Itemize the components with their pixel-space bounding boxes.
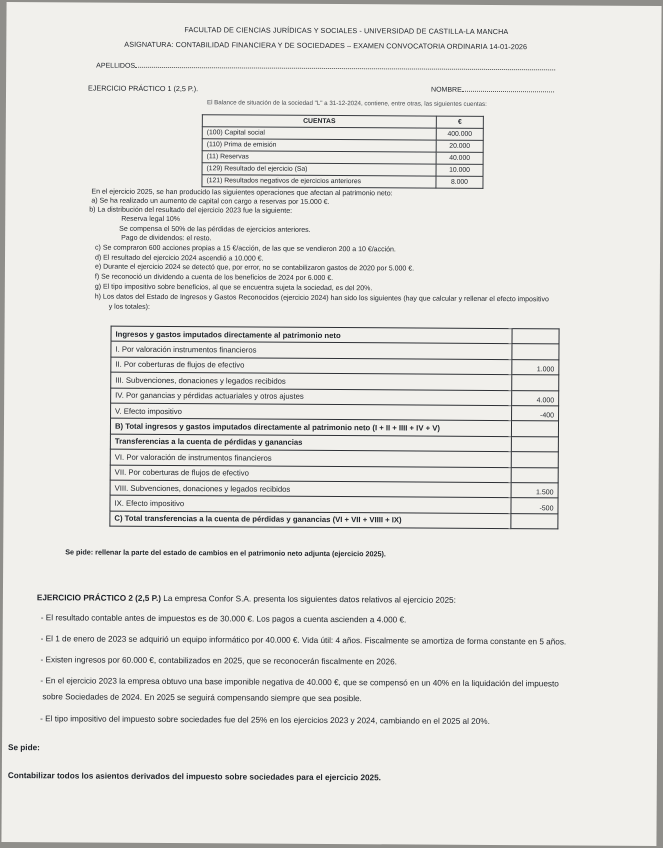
balance-amount: 40.000 (436, 152, 483, 164)
gi-label: V. Efecto impositivo (111, 403, 512, 421)
op-h-cont: y los totales): (108, 303, 150, 311)
balance-table (201, 114, 483, 189)
balance-account: (110) Prima de emisión (202, 139, 436, 152)
gi-value[interactable] (512, 375, 559, 391)
ex2-intro: La empresa Confor S.A. presenta los siguientes datos relativos al ejercicio 2025: (163, 593, 456, 605)
op-b: b) La distribución del resultado del ejercicio 2023 fue la siguiente: (89, 206, 293, 215)
gi-value[interactable]: -400 (512, 406, 559, 422)
ops-intro: En el ejercicio 2025, se han producido las siguientes operaciones que afectan al patrimonio neto: (91, 188, 393, 198)
gi-value[interactable] (512, 344, 559, 360)
gi-label: IV. Por ganancias y pérdidas actuariales y otros ajustes (111, 388, 512, 406)
ex2-item-base-negative-cont: sobre Sociedades de 2024. En 2025 se seguirá compensando siempre que sea posible. (42, 692, 362, 704)
ex1-heading (88, 84, 198, 94)
op-d: d) El resultado del ejercicio 2024 ascendió a 10.000 €. (94, 254, 264, 263)
gi-value[interactable]: -500 (511, 498, 558, 514)
op-b-compensation: Se compensa el 50% de las pérdidas de ejercicios anteriores. (119, 225, 311, 234)
ex2-item-result: - El resultado contable antes de impuestos es de 30.000 €. Los pagos a cuenta ascienden a 4.000 €. (40, 613, 407, 625)
op-b-legal-reserve: Reserva legal 10% (121, 215, 181, 224)
gi-label: B) Total ingresos y gastos imputados directamente al patrimonio neto (I + II + IIII + IV + V) (110, 418, 511, 436)
gi-value[interactable]: 1.000 (512, 359, 559, 375)
balance-amount: 400.000 (436, 128, 483, 140)
ex2-se-pide-label: Se pide: (7, 743, 40, 753)
ingresos-gastos-table (109, 326, 559, 530)
gi-value[interactable]: 1.500 (511, 483, 558, 499)
gi-value[interactable]: 4.000 (512, 390, 559, 406)
ex2-item-base-negative: - En el ejercicio 2023 la empresa obtuvo una base imponible negativa de 40.000 €, que se compensó en un 40% en la liquidación del impuesto (40, 676, 559, 689)
op-g: g) El tipo impositivo sobre beneficios, al que se encuentra sujeta la sociedad, es del 20%. (94, 283, 373, 293)
header-faculty: FACULTAD DE CIENCIAS JURÍDICAS Y SOCIALES - UNIVERSIDAD DE CASTILLA-LA MANCHA (184, 25, 509, 37)
ex2-item-tax-rate: - El tipo impositivo del impuesto sobre sociedades fue del 25% en los ejercicios 2023 y 2024, cambiando en el 2025 al 20%. (40, 714, 490, 726)
balance-header-euro: € (436, 116, 483, 128)
apellidos-blank (135, 67, 555, 71)
op-a: a) Se ha realizado un aumento de capital con cargo a reservas por 15.000 €. (91, 197, 330, 206)
balance-row (202, 175, 483, 189)
gi-label: II. Por coberturas de flujos de efectivo (111, 357, 512, 375)
balance-account: (11) Reservas (202, 151, 436, 164)
gi-row (110, 511, 558, 529)
gi-label: VI. Por valoración de instrumentos financieros (110, 449, 511, 467)
gi-label: III. Subvenciones, donaciones y legados recibidos (111, 372, 512, 390)
gi-value[interactable] (511, 467, 558, 483)
apellidos-label: APELLIDOS (96, 62, 136, 70)
nombre-label: NOMBRE (431, 86, 462, 94)
op-h (95, 294, 549, 304)
gi-label: C) Total transferencias a la cuenta de pérdidas y ganancias (VI + VII + VIIII + IX) (110, 511, 511, 529)
balance-header-cuentas: CUENTAS (202, 115, 436, 128)
gi-label: VII. Por coberturas de flujos de efectivo (110, 465, 511, 483)
gi-label: IX. Efecto impositivo (110, 495, 511, 513)
gi-label: VIII. Subvenciones, donaciones y legados recibidos (110, 480, 511, 498)
gi-label: Transferencias a la cuenta de pérdidas y ganancias (110, 434, 511, 452)
ex2-item-income: - Existen ingresos por 60.000 €, contabilizados en 2025, que se reconocerán fiscalmente en 2026. (40, 655, 397, 667)
gi-label: Ingresos y gastos imputados directamente al patrimonio neto (111, 326, 512, 344)
balance-account: (129) Resultado del ejercicio (Sa) (202, 163, 436, 176)
gi-value[interactable] (511, 513, 558, 529)
op-e: e) Durante el ejercicio 2024 se detectó que, por error, no se contabilizaron gastos de 2020 por 5.000 €. (94, 263, 415, 273)
balance-amount: 10.000 (436, 164, 483, 176)
ex1-intro: El Balance de situación de la sociedad "L" a 31-12-2024, contiene, entre otras, las siguientes cuentas: (206, 99, 487, 108)
op-f: f) Se reconoció un dividendo a cuenta de los beneficios de 2024 por 6.000 €. (94, 273, 334, 283)
gi-label: I. Por valoración instrumentos financieros (111, 342, 512, 360)
balance-account: (100) Capital social (202, 127, 436, 140)
balance-amount: 20.000 (436, 140, 483, 152)
gi-value[interactable] (512, 329, 559, 345)
balance-account: (121) Resultados negativos de ejercicios anteriores (202, 175, 436, 188)
op-h-text: h) Los datos del Estado de Ingresos y Gastos Reconocidos (ejercicio 2024) han sido los siguientes (hay que calcular y rellenar el efecto impositivo (94, 293, 549, 304)
gi-value[interactable] (511, 436, 558, 452)
ex1-title: EJERCICIO PRÁCTICO 1 (2,5 P.). (88, 83, 199, 94)
ex2-se-pide-text: Contabilizar todos los asientos derivados del impuesto sobre sociedades para el ejercicio 2025. (7, 771, 381, 783)
apellidos-field (96, 63, 555, 73)
op-b-dividends: Pago de dividendos: el resto. (121, 234, 212, 243)
gi-value[interactable] (511, 452, 558, 468)
header-subject: ASIGNATURA: CONTABILIDAD FINANCIERA Y DE SOCIEDADES – EXAMEN CONVOCATORIA ORDINARIA 14-01-2026 (124, 39, 528, 52)
exam-sheet (1, 2, 661, 846)
op-c: c) Se compraron 600 acciones propias a 15 €/acción, de las que se vendieron 200 a 10 €/acción. (95, 244, 396, 254)
nombre-blank (462, 91, 554, 93)
balance-amount: 8.000 (436, 176, 483, 188)
ex2-heading (37, 593, 456, 605)
ex1-se-pide: Se pide: rellenar la parte del estado de cambios en el patrimonio neto adjunta (ejercicio 2025). (65, 547, 386, 559)
gi-value[interactable] (511, 421, 558, 437)
nombre-field (431, 87, 554, 95)
ex2-item-equipment: - El 1 de enero de 2023 se adquirió un equipo informático por 40.000 €. Vida útil: 4 años. Fiscalmente se amortiza de forma constante en 5 años. (40, 634, 567, 647)
ex2-title: EJERCICIO PRÁCTICO 2 (2,5 P.) (36, 593, 162, 603)
